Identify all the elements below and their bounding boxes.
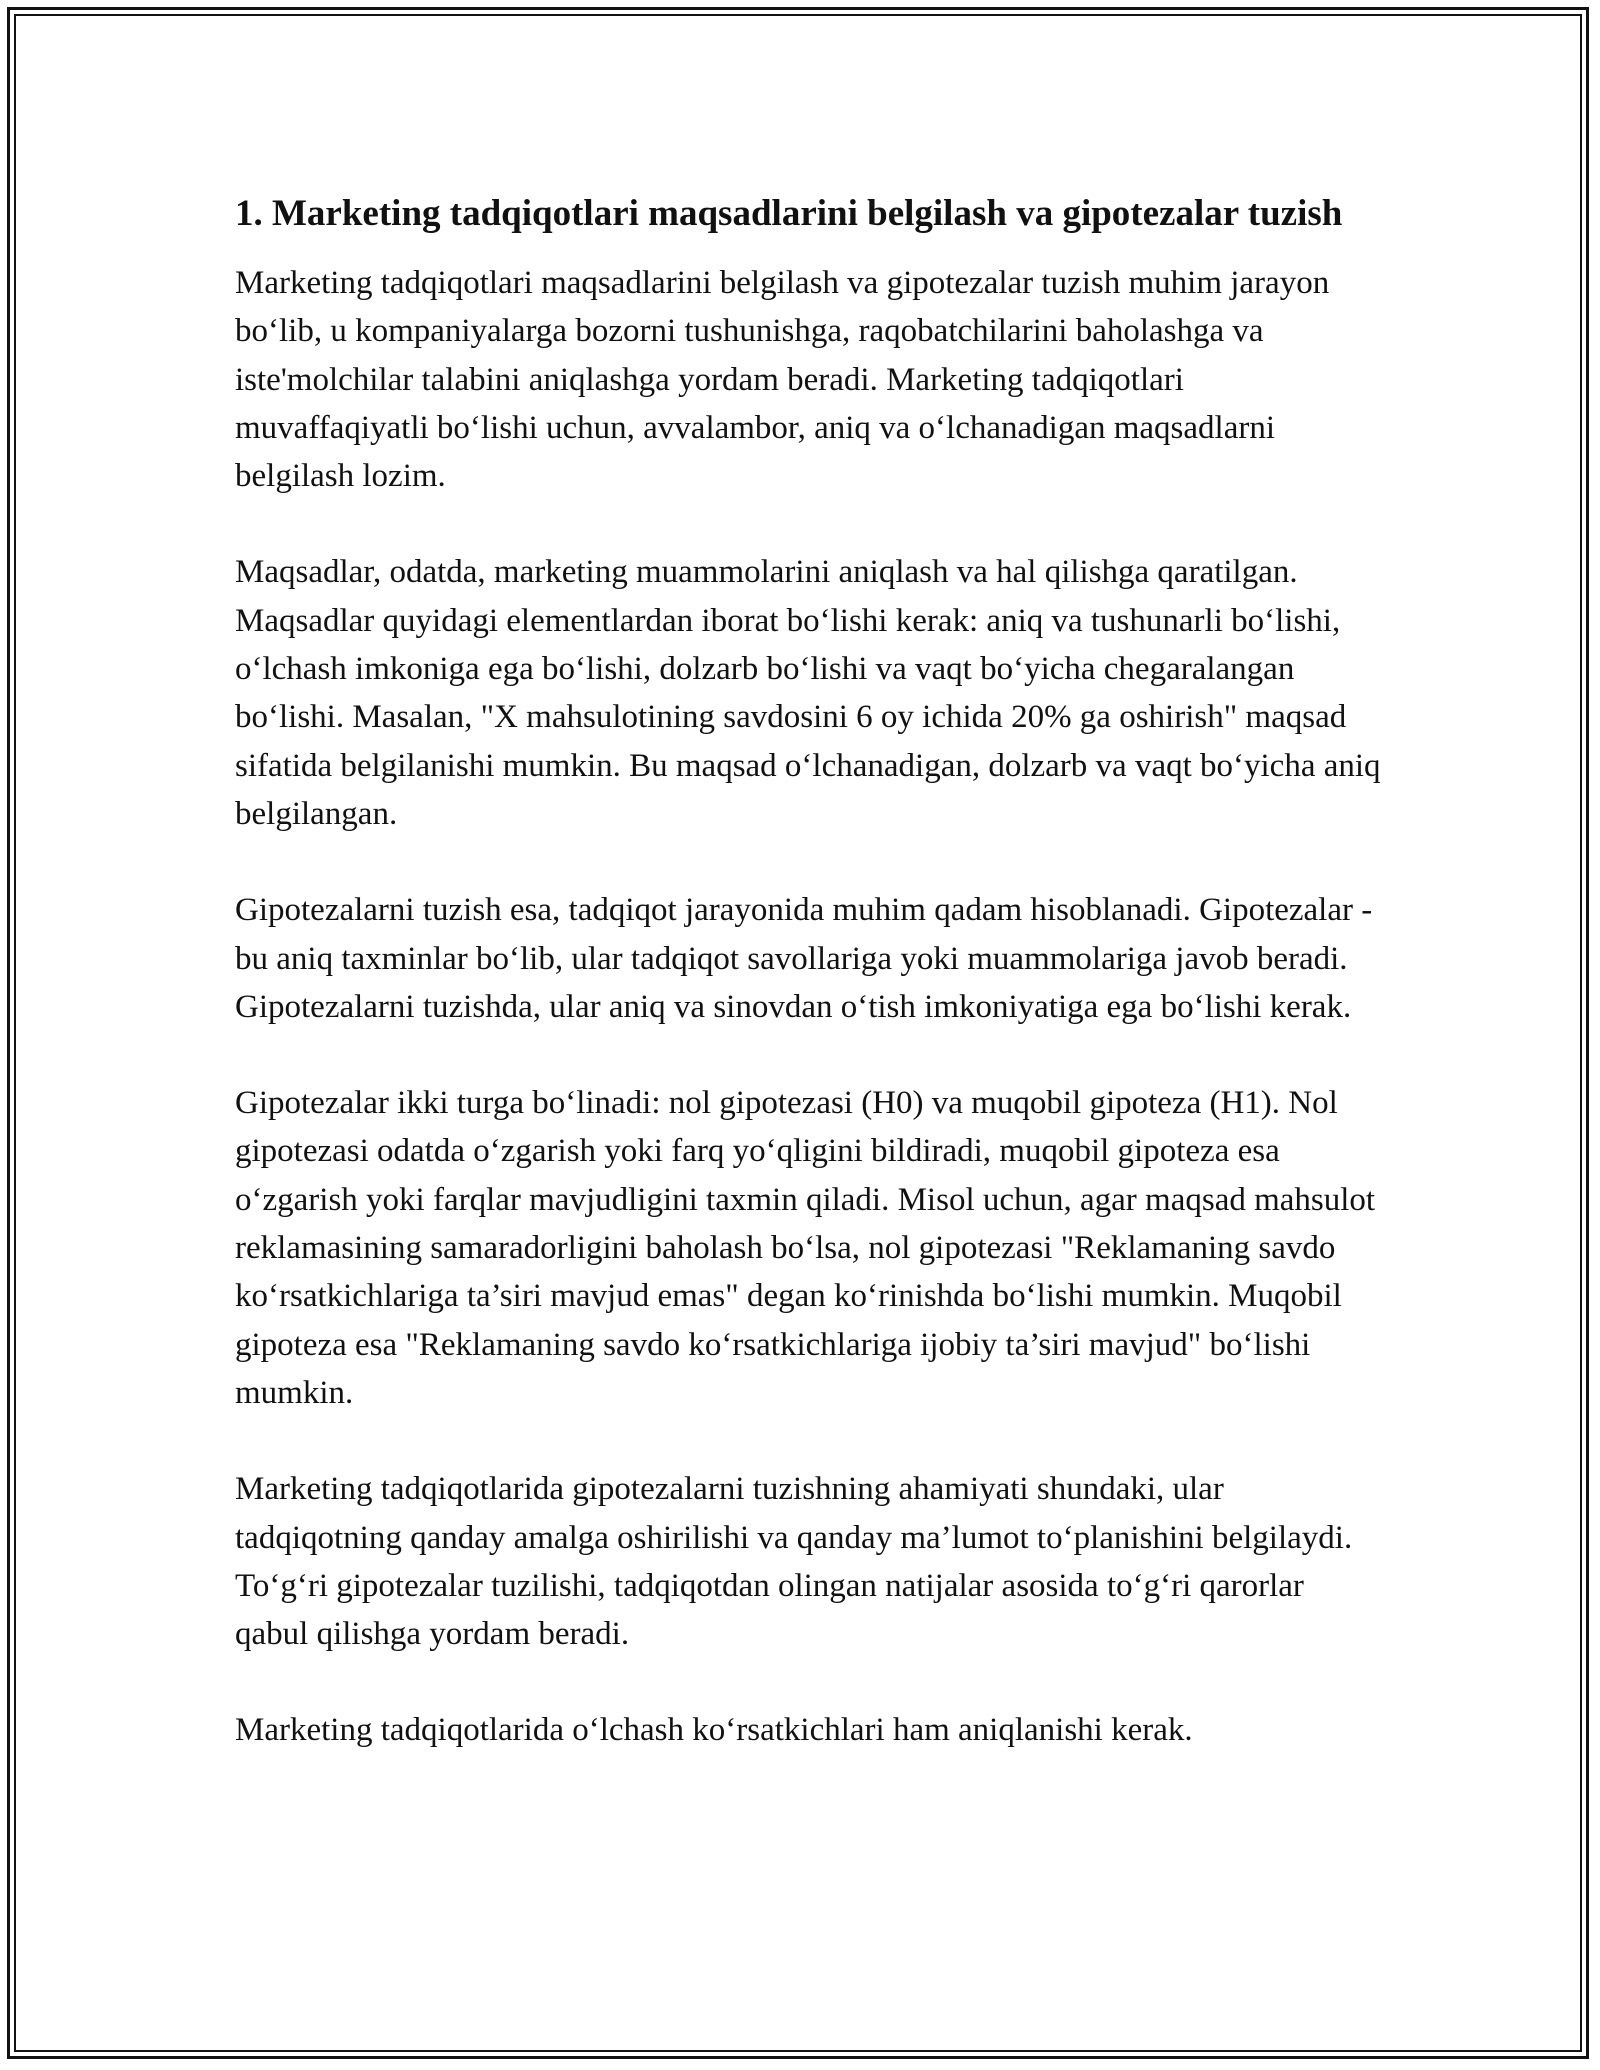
section-heading: 1. Marketing tadqiqotlari maqsadlarini belgilash va gipotezalar tuzish (235, 193, 1343, 234)
paragraph: Gipotezalarni tuzish esa, tadqiqot jarayonida muhim qadam hisoblanadi. Gipotezalar - bu aniq taxminlar bo‘lib, ular tadqiqot savollariga yoki muammolariga javob beradi. Gipotezalarni tuzishda, ular aniq va sinovdan o‘tish imkoniyatiga ega bo‘lishi kerak. (235, 892, 1373, 1025)
paragraph: Gipotezalar ikki turga bo‘linadi: nol gipotezasi (H0) va muqobil gipoteza (H1). Nol gipotezasi odatda o‘zgarish yoki farq yo‘qligini bildiradi, muqobil gipoteza esa o‘zgarish yoki farqlar mavjudligini taxmin qiladi. Misol uchun, agar maqsad mahsulot reklamasining samaradorligini baholash bo‘lsa, nol gipotezasi "Reklamaning savdo ko‘rsatkichlariga ta’siri mavjud emas" degan ko‘rinishda bo‘lishi mumkin. Muqobil gipoteza esa "Reklamaning savdo ko‘rsatkichlariga ijobiy ta’siri mavjud" bo‘lishi mumkin. (235, 1085, 1376, 1411)
paragraph: Marketing tadqiqotlarida gipotezalarni tuzishning ahamiyati shundaki, ular tadqiqotning qanday amalga oshirilishi va qanday ma’lumot to‘planishini belgilaydi. To‘g‘ri gipotezalar tuzilishi, tadqiqotdan olingan natijalar asosida to‘g‘ri qarorlar qabul qilishga yordam beradi. (235, 1471, 1353, 1653)
paragraph: Marketing tadqiqotlari maqsadlarini belgilash va gipotezalar tuzish muhim jarayon bo‘lib, u kompaniyalarga bozorni tushunishga, raqobatchilarini baholashga va iste'molchilar talabini aniqlashga yordam beradi. Marketing tadqiqotlari muvaffaqiyatli bo‘lishi uchun, avvalambor, aniq va o‘lchanadigan maqsadlarni belgilash lozim. (235, 265, 1330, 495)
paragraph: Maqsadlar, odatda, marketing muammolarini aniqlash va hal qilishga qaratilgan. Maqsadlar quyidagi elementlardan iborat bo‘lishi kerak: aniq va tushunarli bo‘lishi, o‘lchash imkoniga ega bo‘lishi, dolzarb bo‘lishi va vaqt bo‘yicha chegaralangan bo‘lishi. Masalan, "X mahsulotining savdosini 6 oy ichida 20% ga oshirish" maqsad sifatida belgilanishi mumkin. Bu maqsad o‘lchanadigan, dolzarb va vaqt bo‘yicha aniq belgilangan. (235, 554, 1381, 832)
document-body (235, 186, 1385, 1755)
paragraph: Marketing tadqiqotlarida o‘lchash ko‘rsatkichlari ham aniqlanishi kerak. (235, 1712, 1193, 1749)
